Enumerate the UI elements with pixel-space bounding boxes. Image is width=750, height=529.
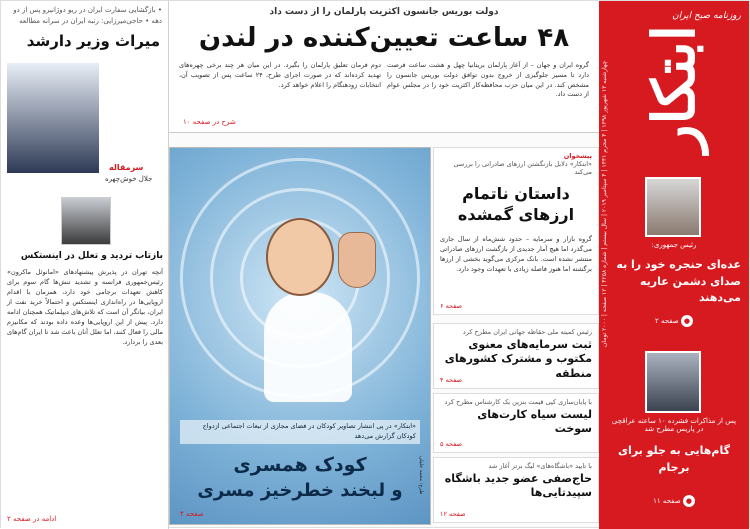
s4-kicker: با تایید «باشگاه‌های» لیگ برتر آغاز شد — [488, 462, 592, 470]
s3-page: صفحه ۵ — [440, 440, 463, 448]
s1-body: گروه بازار و سرمایه – حدود شش‌ماه از سال جاری می‌گذرد اما هیچ آمار جدیدی از بازگشت ارزهای صادراتی منتشر نشده است. بانک مرکزی می‌گوید بخشی از ارزها برگشته اما هنوز فاصله زیادی با تعهدات وجود دارد. — [440, 234, 592, 273]
s4-page: صفحه ۱۲ — [440, 510, 466, 518]
top-story — [169, 1, 599, 133]
story-heritage[interactable] — [433, 323, 599, 389]
s1-kicker: «ابتکار» دلایل بازنگشتن ارزهای صادراتی را بررسی می‌کند — [453, 160, 592, 176]
editorial-continued[interactable]: ادامه در صفحه ۲ — [7, 515, 57, 523]
photo-minister — [7, 63, 99, 173]
middle-column — [433, 147, 599, 525]
page-badge-icon: ● — [681, 315, 693, 327]
araghchi-page-label: صفحه ۱۱ — [653, 497, 681, 505]
rouhani-headline-text: عده‌ای حنجره خود را به صدای دشمن عاریه می‌دهند — [616, 258, 741, 304]
top-story-col-right: گروه ایران و جهان – از آغاز پارلمان بریتانیا چهل و هشت ساعت فرصت دارد تا مسیر جلوگیری از خروج بدون توافق دولت بوریس جانسون را مشخص کند. در این میان حزب محافظه‌کار اکثریت خود را در مجلس عوام از دست داد. — [387, 61, 589, 99]
araghchi-caption: پس از مذاکرات فشرده ۱۰ ساعته عراقچی در پاریس مطرح شد — [611, 417, 737, 433]
s2-kicker: رئیس کمیته ملی حقاظه جهانی ایران مطرح کرد — [462, 328, 592, 336]
s3-headline: لیست سیاه کارت‌های سوخت — [477, 408, 592, 436]
top-story-body — [169, 55, 599, 106]
cartoon-credit: طرح: محمد خلیلی — [418, 455, 424, 494]
left-headline[interactable]: میراث وزیر دارشد — [26, 32, 160, 50]
editorial-body: آنچه تهران در پذیرش پیشنهادهای «امانوئل ماکرون» رئیس‌جمهوری فرانسه و تشدید تنش‌ها گام سوم برای کاهش تعهدات برجامی خود دارد، همزمان با اقدام اروپایی‌ها در راه‌اندازی اینستکس و احتمالاً خرید نفت از ایران، بیانگر آن است که تلاش‌های دیپلماتیک همچنان ادامه دارد. پیش از این اروپایی‌ها وعده داده بودند که مکانیزم مالی را فعال کنند، اما تعلل آنان باعث شد تا ایران گام‌های بعدی را بردارد. — [7, 268, 163, 347]
page-badge-icon: ● — [683, 495, 695, 507]
photo-rouhani — [645, 177, 701, 237]
editorial-author: جلال خوش‌چهره — [105, 175, 153, 183]
left-column — [1, 1, 169, 529]
hand-illustration — [338, 232, 376, 288]
s1-headline: داستان ناتمام ارزهای گمشده — [457, 184, 575, 224]
cartoon-headline-2[interactable]: و لبخند خطرخیز مسری — [197, 480, 403, 501]
masthead-tagline: روزنامه صبح ایران — [672, 11, 741, 21]
s1-label: پیشخوان — [563, 152, 592, 160]
masthead-title: ابتکار — [640, 25, 708, 153]
cartoon-page-ref[interactable]: صفحه ۴ — [180, 510, 204, 518]
araghchi-page-ref — [611, 495, 737, 507]
araghchi-headline-text: گام‌هایی به جلو برای برجام — [617, 444, 731, 474]
s4-headline: حاج‌صفی عضو جدید باشگاه سپیدتایی‌ها — [444, 472, 592, 500]
story-fuel-cards[interactable] — [433, 393, 599, 453]
araghchi-headline[interactable] — [607, 443, 741, 476]
s2-page: صفحه ۴ — [440, 376, 463, 384]
top-story-col-left: دوم فرمان تعلیق پارلمان را بگیرد. در این میان هر چند برخی چهره‌های تهدید کرده‌اند که در صورت اجرای طرح، ۲۴ ساعت پس از تصویب آن، انتخابات زودهنگام را اعلام خواهد کرد. — [179, 61, 382, 89]
story-club[interactable] — [433, 457, 599, 523]
cartoon-caption: «ابتکار» در پی انتشار تصاویر کودکان در فضای مجازی از تبعات اجتماعی ازدواج کودکان گزارش می‌دهد — [180, 420, 420, 444]
girl-face-illustration — [266, 218, 334, 296]
cartoon-headline-1[interactable]: کودک همسری — [233, 454, 367, 476]
cartoon-illustration — [169, 147, 431, 525]
s3-kicker: با پایان‌سازی کپی قیمت بنزین یک کارشناس مطرح کرد — [444, 398, 592, 406]
editorial-headline[interactable]: بازتاب تردید و تعلل در اینستکس — [20, 251, 163, 261]
s1-page: صفحه ۶ — [440, 302, 463, 310]
left-top-briefs: • بازگشایی سفارت ایران در ریو دوژانیرو پس از دو دهه • حاجی‌میرزایی: رتبه ایران در سرانه مطالعه — [13, 6, 162, 25]
rouhani-page-ref — [611, 315, 737, 327]
rouhani-headline[interactable] — [607, 257, 741, 307]
rouhani-page-label: صفحه ۲ — [655, 317, 679, 325]
photo-author — [61, 197, 111, 245]
masthead-column — [599, 1, 749, 529]
editorial-label: سرمقاله — [109, 163, 144, 172]
girl-dress-illustration — [264, 292, 352, 402]
issue-info-line: چهارشنبه ۱۳ شهریور ۱۳۹۸ | ۴ محرم ۱۴۴۱ | ۴ سپتامبر ۲۰۱۹ | سال بیستم | شماره ۴۲۵۸ | ۱۲ صفحه | ۲۰۰۰ تومان — [601, 61, 608, 348]
top-story-headline[interactable]: ۴۸ ساعت تعیین‌کننده در لندن — [198, 23, 570, 53]
photo-araghchi — [645, 351, 701, 413]
s2-headline: ثبت سرمایه‌های معنوی مکتوب و مشترک کشورهای منطقه — [444, 338, 592, 380]
masthead — [603, 9, 745, 169]
story-currency[interactable] — [433, 147, 599, 315]
top-story-more[interactable]: شرح در صفحه ۱۰ — [183, 118, 236, 126]
top-story-kicker: دولت بوریس جانسون اکثریت پارلمان را از دست داد — [269, 7, 499, 17]
rouhani-caption: رئیس جمهوری: — [651, 241, 697, 249]
